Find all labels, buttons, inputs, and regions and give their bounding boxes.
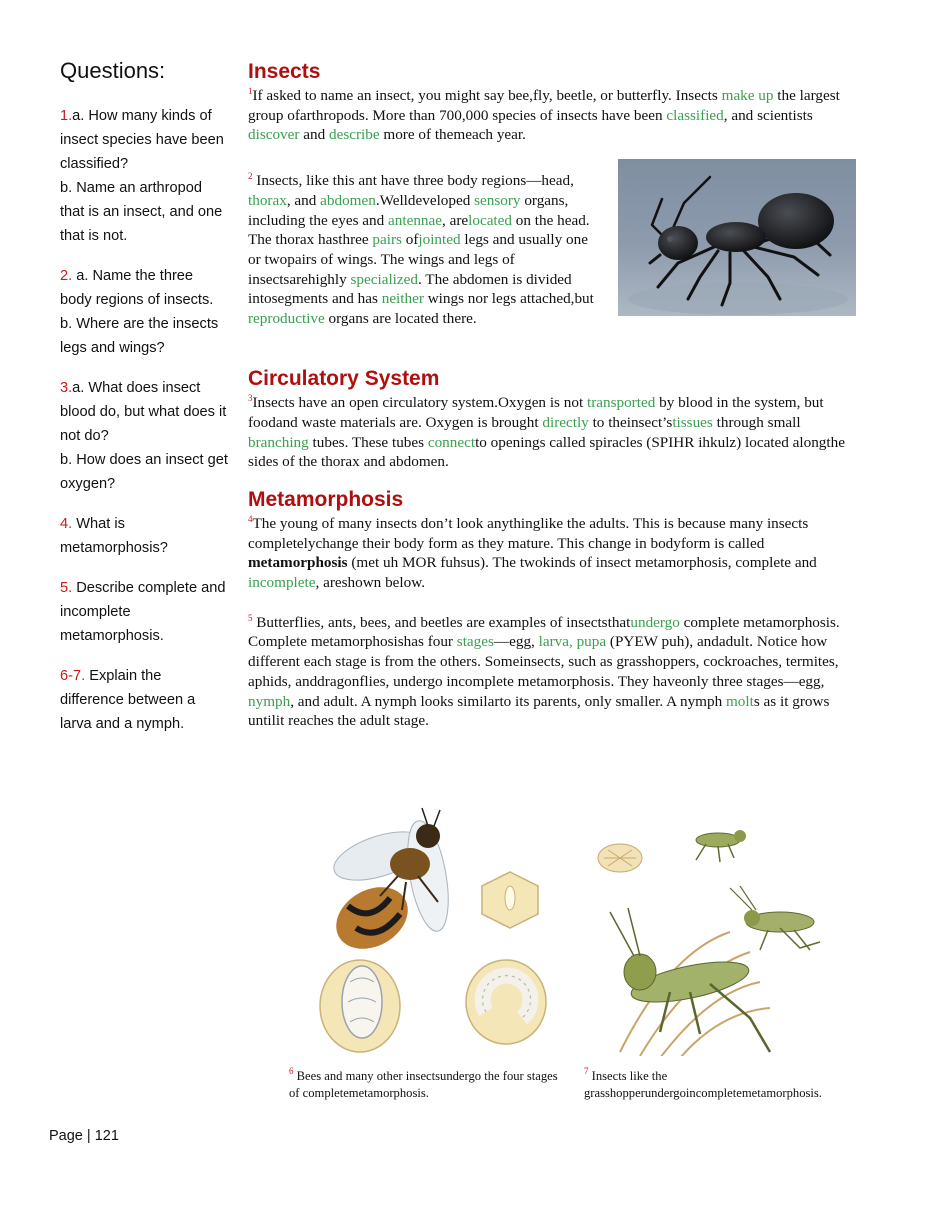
question-2 xyxy=(60,264,228,360)
question-6-7 xyxy=(60,664,228,736)
grasshopper-metamorphosis-figure xyxy=(590,806,840,1056)
caption-text: Bees and many other insectsundergo the four stages of completemetamorphosis. xyxy=(289,1069,558,1100)
vocab-word: pairs xyxy=(372,231,402,249)
text-run: organs are located there. xyxy=(324,310,477,328)
spacer xyxy=(248,351,860,365)
vocab-word: incomplete xyxy=(248,574,316,592)
text-run: , and scientists xyxy=(723,106,813,124)
vocab-word: specialized xyxy=(350,270,418,288)
paragraph-number: 5 xyxy=(248,612,253,623)
adult-grasshopper xyxy=(610,908,770,1056)
vocab-word: jointed xyxy=(418,231,461,249)
question-subtext: b. Where are the insects legs and wings? xyxy=(60,316,219,356)
bold-term: metamorphosis xyxy=(248,554,348,572)
ant-block xyxy=(248,159,860,351)
vocab-word: sensory xyxy=(474,191,521,209)
vocab-word: larva, pupa xyxy=(538,633,607,651)
text-run: the largest group ofarthropods. More than 700,000 species of insects have been xyxy=(248,87,840,124)
section-title-circulatory: Circulatory System xyxy=(248,367,440,391)
pupa-cell xyxy=(320,960,400,1052)
larva-cell xyxy=(466,960,546,1044)
vocab-word: directly xyxy=(542,413,589,431)
question-1 xyxy=(60,104,228,248)
vocab-word: reproductive xyxy=(248,310,325,328)
vocab-word: transported xyxy=(586,394,656,412)
text-run: s as it grows untilit reaches the adult stage. xyxy=(248,692,830,730)
question-subtext: b. Name an arthropod that is an insect, and one that is not. xyxy=(60,180,223,244)
question-number: 5. xyxy=(60,580,73,596)
grasshopper-stages-illustration xyxy=(590,806,840,1056)
paragraph-1 xyxy=(248,86,860,145)
vocab-word: make up xyxy=(721,87,774,104)
vocab-word: connect xyxy=(427,433,476,451)
text-run: , areshown below. xyxy=(315,574,425,592)
section-title-insects: Insects xyxy=(248,60,321,83)
vocab-word: nymph xyxy=(248,692,291,710)
question-subtext: b. How does an insect get oxygen? xyxy=(60,452,228,492)
text-run: If asked to name an insect, you might say bee,fly, beetle, or butterfly. Insects xyxy=(252,87,722,104)
paragraph-2 xyxy=(248,171,600,329)
questions-column xyxy=(60,58,228,752)
vocab-word: describe xyxy=(328,126,380,144)
bee-stages-illustration xyxy=(310,806,560,1056)
question-text: a. How many kinds of insect species have been classified? xyxy=(60,108,224,172)
grasshopper-eggs xyxy=(598,844,642,872)
text-run: organs, including the eyes and xyxy=(248,191,569,229)
caption-bees xyxy=(289,1068,569,1102)
paragraph-3 xyxy=(248,393,860,472)
question-text: Explain the difference between a larva and a nymph. xyxy=(60,668,196,732)
text-run: . The abdomen is divided intosegments and has xyxy=(248,270,572,308)
text-run: legs and usually one or twopairs of wings. The wings and legs of insectsarehighly xyxy=(248,231,588,288)
text-run: , and adult. A nymph looks similarto its parents, only smaller. A nymph xyxy=(290,692,726,710)
vocab-word: undergo xyxy=(630,613,680,631)
question-text: Describe complete and incomplete metamorphosis. xyxy=(60,580,226,644)
text-run: more of themeach year. xyxy=(379,126,526,144)
egg-cell xyxy=(482,872,538,928)
text-run: , and xyxy=(286,191,321,209)
vocab-word: tissues xyxy=(672,413,713,431)
text-run: Insects have an open circulatory system.Oxygen is not xyxy=(252,394,587,412)
text-run: of xyxy=(401,231,419,249)
vocab-word: neither xyxy=(381,290,424,308)
question-3 xyxy=(60,376,228,496)
paragraph-number: 1 xyxy=(248,86,253,96)
text-run: tubes. These tubes xyxy=(308,433,428,451)
text-run: (met uh MOR fuhsus). The twokinds of insect metamorphosis, complete and xyxy=(347,554,817,572)
text-run: (PYEW puh), andadult. Notice how different each stage is from the others. Someinsects, such as grasshoppers, cockroaches, termites, aphids, anddragonflies, undergo incomplete metamorphosis. They haveonly three stages—egg, xyxy=(248,633,839,690)
questions-title: Questions: xyxy=(60,58,166,83)
text-run: Butterflies, ants, bees, and beetles are examples of insectsthat xyxy=(252,613,631,631)
paragraph-number: 3 xyxy=(248,393,253,404)
text-run: , are xyxy=(442,211,469,229)
question-number: 4. xyxy=(60,516,73,532)
paragraph-5 xyxy=(248,613,860,731)
vocab-word: antennae xyxy=(388,211,442,229)
paragraph-4 xyxy=(248,514,860,593)
question-text: a. Name the three body regions of insects. xyxy=(60,268,214,308)
text-run: to theinsect’s xyxy=(588,413,673,431)
text-run: wings nor legs attached,but xyxy=(423,290,594,308)
caption-number: 7 xyxy=(584,1066,589,1076)
ant-illustration xyxy=(618,159,856,316)
text-run: by blood in the system, but foodand waste materials are. Oxygen is brought xyxy=(248,394,824,431)
question-number: 6-7. xyxy=(60,668,86,684)
caption-number: 6 xyxy=(289,1066,294,1076)
question-text: What is metamorphosis? xyxy=(60,516,168,556)
text-run: The young of many insects don’t look anythinglike the adults. This is because many insects completelychange their body form as they mature. This change in bodyform is called xyxy=(248,514,809,552)
caption-text: Insects like the grasshopperundergoincompletemetamorphosis. xyxy=(584,1069,822,1100)
text-run: complete metamorphosis. Complete metamorphosishas four xyxy=(248,613,840,651)
question-5 xyxy=(60,576,228,648)
paragraph-number: 2 xyxy=(248,171,253,182)
page-number: Page | 121 xyxy=(49,1128,119,1144)
vocab-word: classified xyxy=(666,106,724,124)
vocab-word: thorax xyxy=(248,191,287,209)
text-run: —egg, xyxy=(493,633,539,651)
text-run: through small xyxy=(712,413,801,431)
medium-nymph xyxy=(730,886,820,950)
text-run: and xyxy=(299,126,329,144)
question-number: 2. xyxy=(60,268,73,284)
spacer xyxy=(248,472,860,486)
small-nymph xyxy=(696,830,746,862)
vocab-word: abdomen xyxy=(320,191,376,209)
section-title-metamorphosis: Metamorphosis xyxy=(248,487,404,511)
vocab-word: discover xyxy=(248,126,300,144)
question-number: 1. xyxy=(60,108,73,124)
spacer xyxy=(248,593,860,613)
main-content xyxy=(248,58,860,731)
paragraph-number: 4 xyxy=(248,513,253,524)
spacer xyxy=(248,145,860,159)
text-run: on the head. The thorax hasthree xyxy=(248,211,590,249)
vocab-word: branching xyxy=(248,433,309,451)
ant-photo xyxy=(618,159,856,316)
caption-grasshopper xyxy=(584,1068,864,1102)
vocab-word: located xyxy=(468,211,512,229)
text-run: .Welldeveloped xyxy=(375,191,475,209)
bee-metamorphosis-figure xyxy=(310,806,560,1056)
vocab-word: stages xyxy=(456,633,494,651)
text-run: Insects, like this ant have three body regions—head, xyxy=(252,172,574,190)
question-number: 3. xyxy=(60,380,73,396)
question-text: a. What does insect blood do, but what does it not do? xyxy=(60,380,227,444)
question-4 xyxy=(60,512,228,560)
adult-bee xyxy=(325,808,455,961)
vocab-word: molt xyxy=(725,692,754,710)
text-run: to openings called spiracles (SPIHR ihkulz) located alongthe sides of the thorax and abdomen. xyxy=(248,433,845,471)
